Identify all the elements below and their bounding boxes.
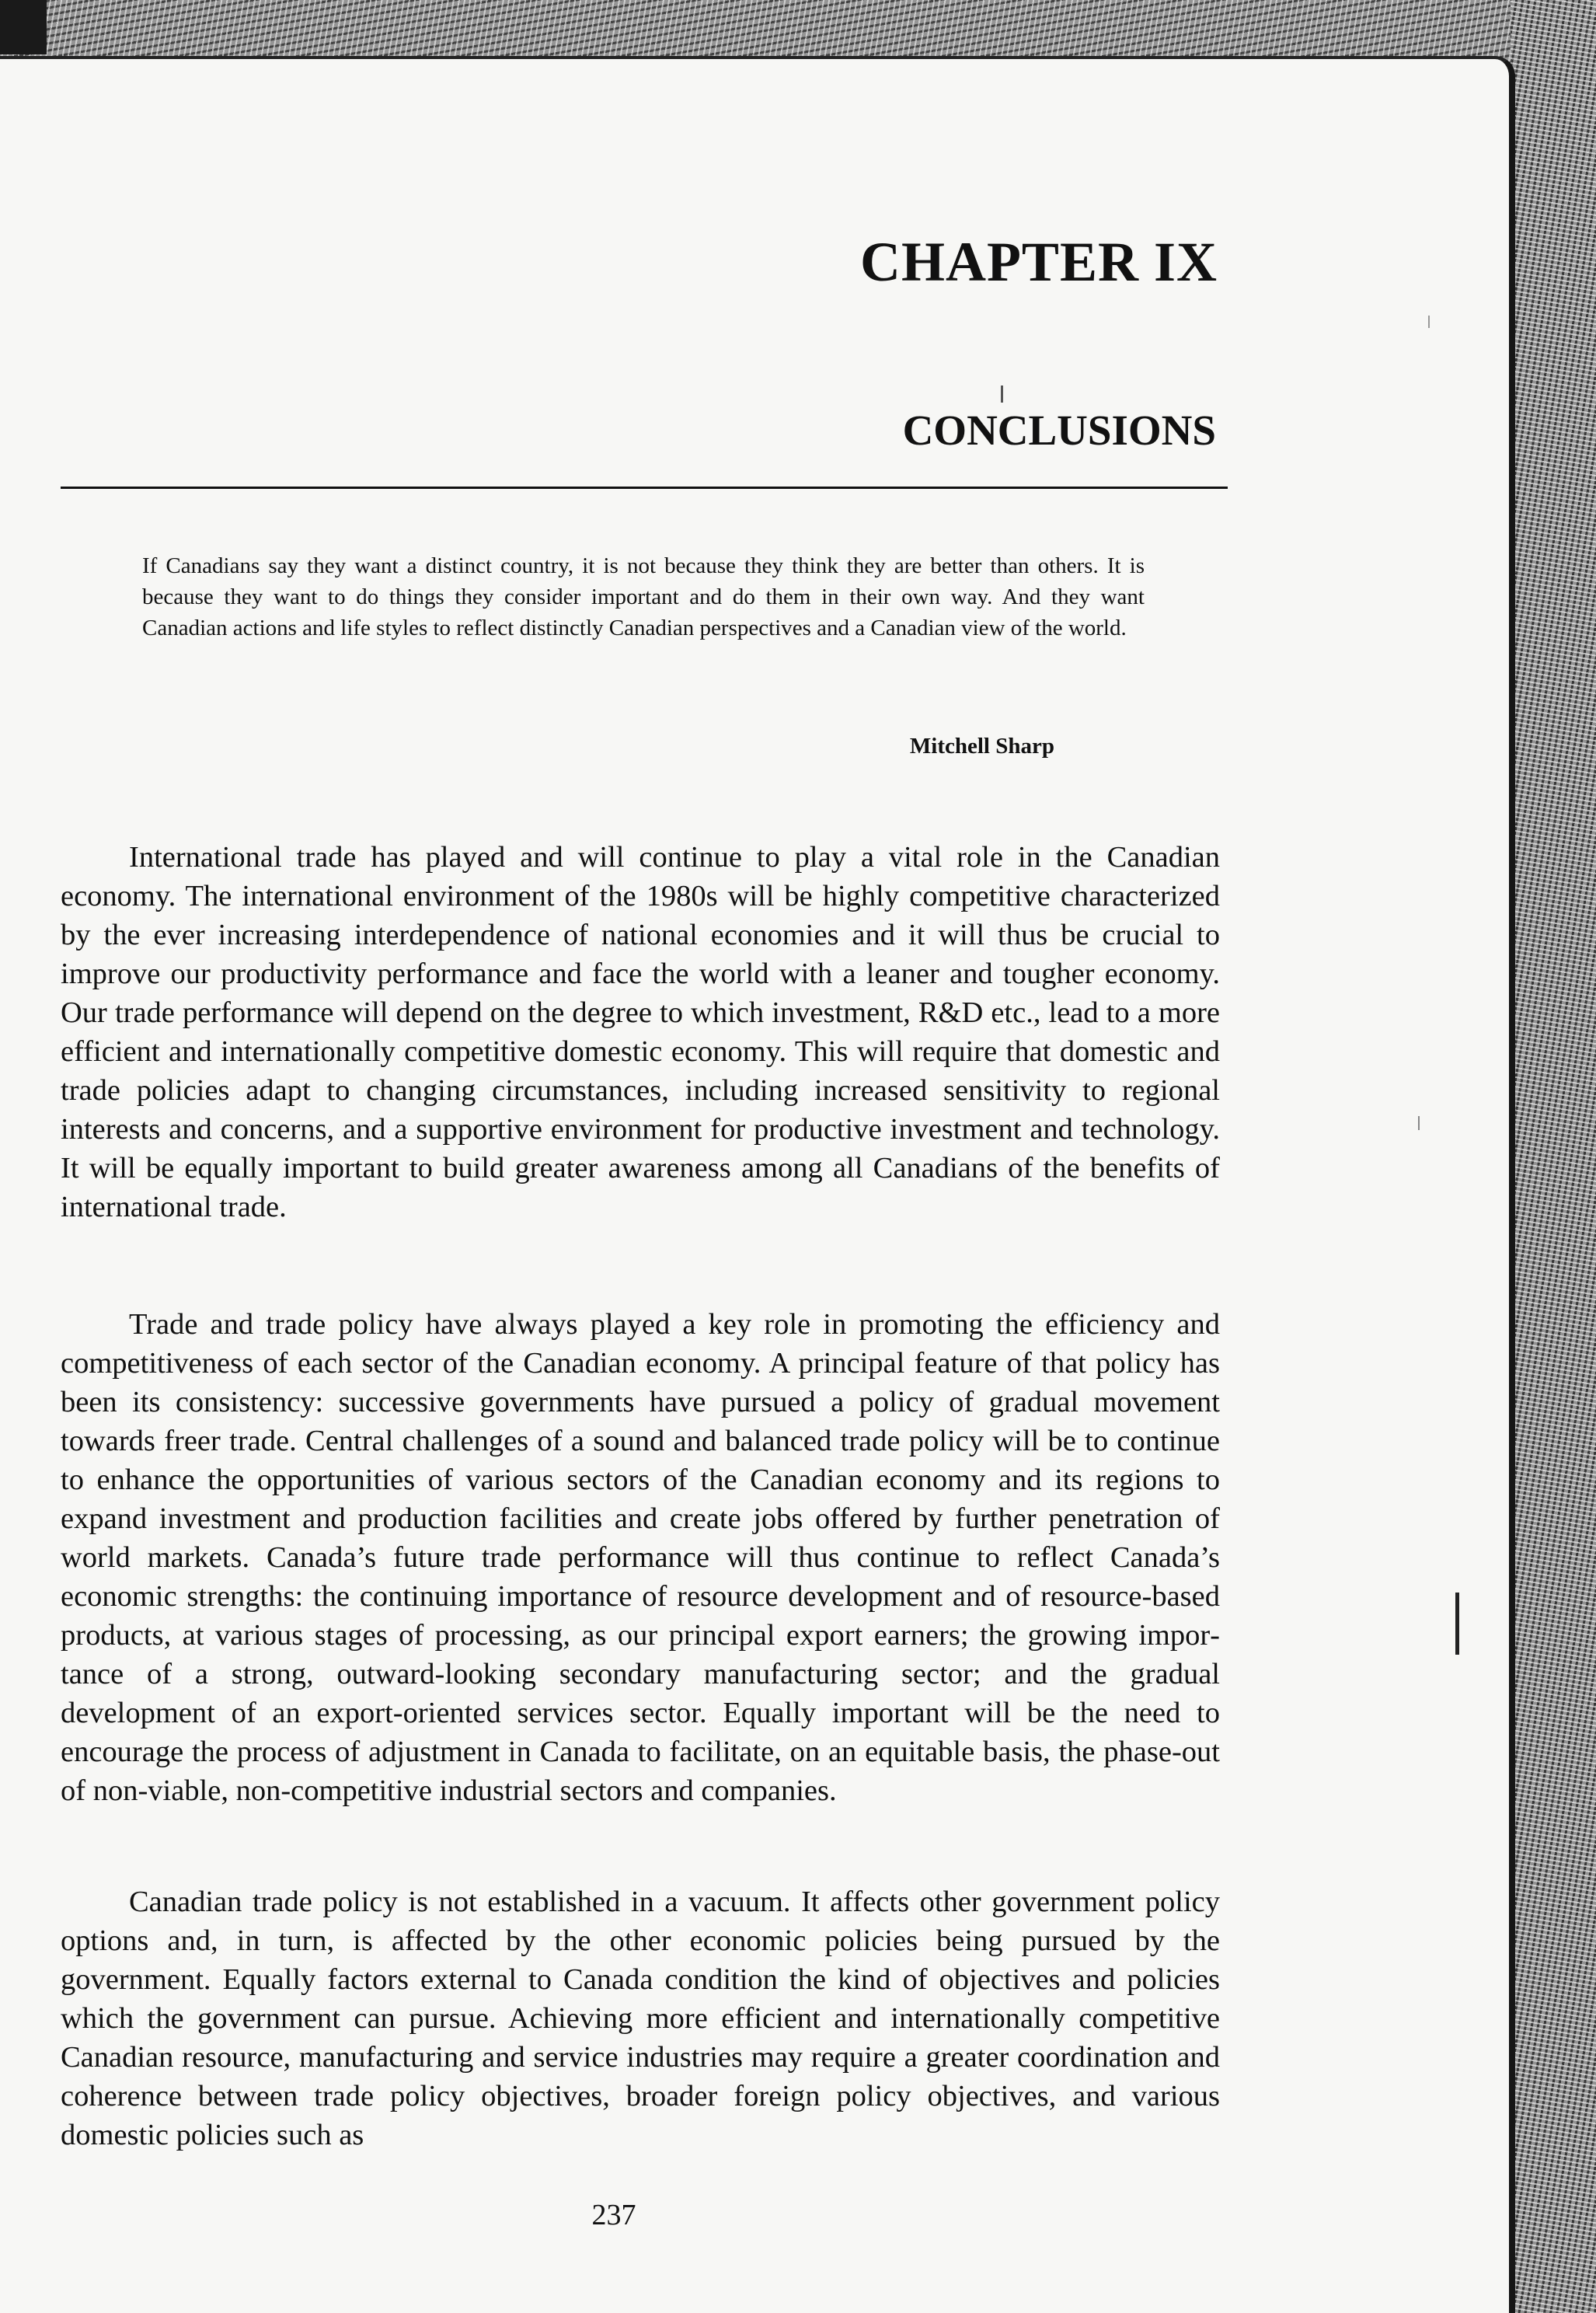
- scan-speck: [1455, 1593, 1459, 1655]
- page-sheet: [0, 56, 1515, 2313]
- scan-speck: [1418, 1116, 1420, 1130]
- scan-right-edge: [1511, 0, 1596, 2313]
- scan-speck: [1428, 316, 1430, 328]
- chapter-title-heading: CONCLUSIONS: [902, 406, 1216, 454]
- body-paragraph: Canadian trade policy is not established in a vacuum. It affects other government policy options and, in turn, is affected by the other economic policies being pursued by the government. Equally factors external to Canada condition the kind of objectives and policies which the government can pursue. Achieving more efficient and internationally competitive Canadian resource, manufacturing and service industries may require a greater coordination and coherence between trade policy objectives, broader foreign policy objectives, and various domestic policies such as: [61, 1886, 1220, 2151]
- scan-corner-mark: [0, 0, 47, 54]
- title-divider-rule: [61, 487, 1228, 489]
- epigraph-author: Mitchell Sharp: [909, 734, 1054, 759]
- body-paragraph: Trade and trade policy have always played a key role in promoting the efficiency and competitiveness of each sector of the Canadian economy. A principal feature of that policy has been its consistency: successive governments have pursued a policy of gradual movement towards freer trade. Central challenges of a sound and balanced trade policy will be to continue to enhance the opportunities of various sectors of the Canadian economy and its regions to expand investment and production facilities and create jobs offered by further penetration of world markets. Canada’s future trade performance will thus continue to reflect Canada’s economic strengths: the continuing importance of resource development and of resource-based products, at various stages of processing, as our principal export earners; the growing importance of a strong, outward-looking secondary manufacturing sector; and the gradual development of an export-oriented services sector. Equally important will be the need to encourage the process of adjustment in Canada to facilitate, on an equitable basis, the phase-out of non-viable, non-competitive industrial sectors and companies.: [61, 1308, 1220, 1807]
- body-paragraph: International trade has played and will continue to play a vital role in the Canadian economy. The international environment of the 1980s will be highly competitive characterized by the ever increasing interdependence of national economies and it will thus be crucial to improve our productivity performance and face the world with a leaner and tougher economy. Our trade performance will depend on the degree to which investment, R&D etc., lead to a more efficient and internationally competitive domestic economy. This will require that domestic and trade policies adapt to changing circumstances, including increased sensitivity to regional interests and concerns, and a supportive environment for productive investment and technology. It will be equally important to build greater awareness among all Canadians of the benefits of international trade.: [61, 841, 1220, 1223]
- chapter-number-heading: CHAPTER IX: [859, 231, 1218, 293]
- scan-speck: [1001, 386, 1003, 403]
- epigraph-quote: If Canadians say they want a distinct country, it is not because they think they are better than others. It is because they want to do things they consider important and do them in their own way. And they want Canadian actions and life styles to reflect distinctly Canadian perspectives and a Canadian view of the world.: [142, 553, 1145, 640]
- page-number: 237: [591, 2199, 636, 2231]
